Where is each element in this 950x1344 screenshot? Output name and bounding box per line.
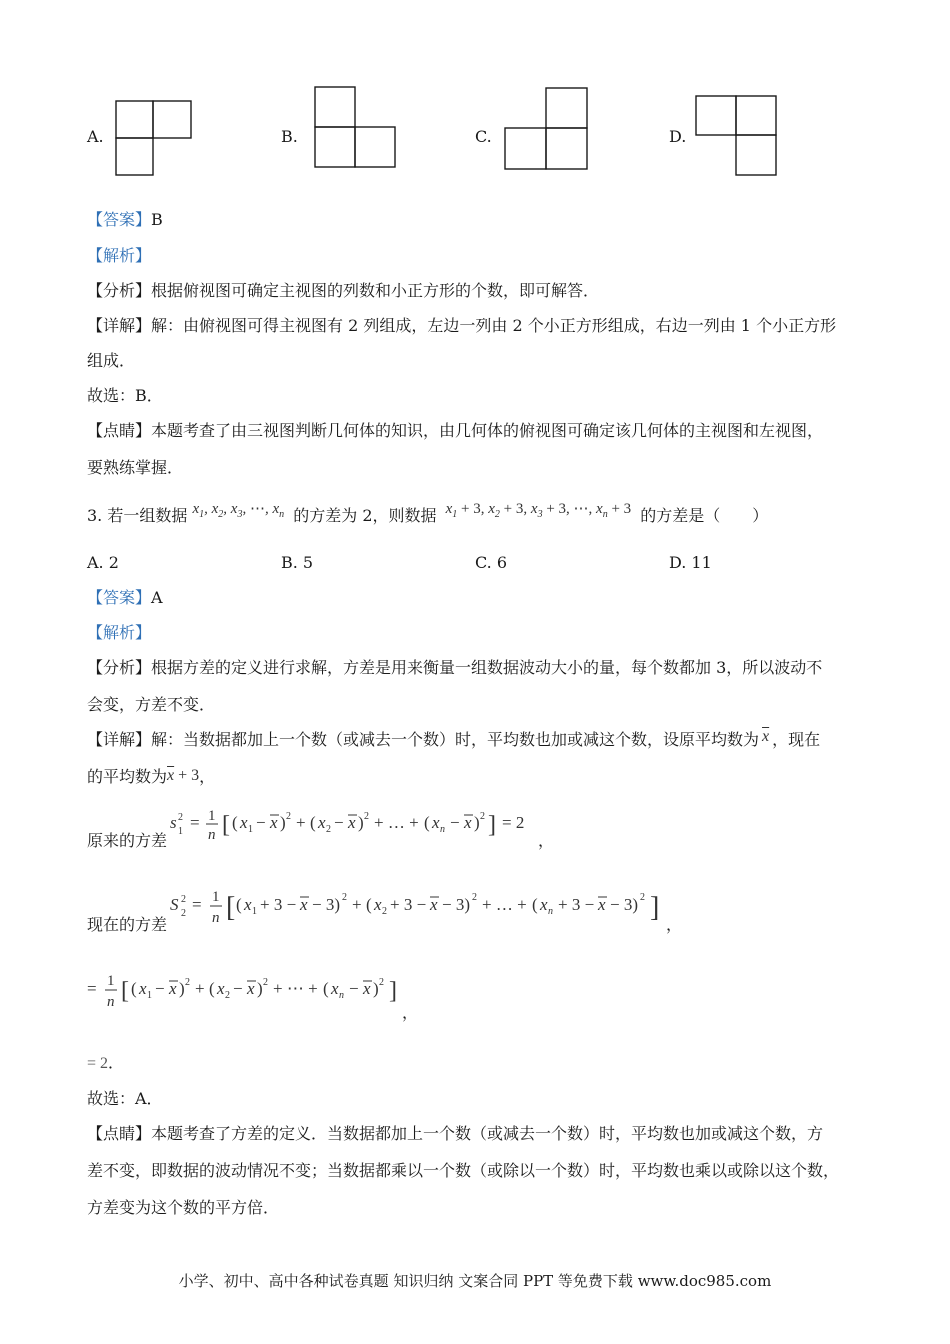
q3-analysis-heading [87,623,151,643]
svg-text:= 2: = 2 [502,813,525,832]
svg-text:]: ] [488,812,496,838]
svg-text:2: 2 [342,892,347,903]
svg-text:2: 2 [185,977,190,988]
svg-text:1: 1 [147,990,152,1001]
svg-text:): ) [474,813,480,832]
fenxi-tag: 【分析】 [87,658,152,677]
svg-text:−: − [256,813,266,832]
q3-dianjing-line3: 方差变为这个数的平方倍． [87,1198,280,1217]
svg-text:(: ( [366,895,372,914]
analysis-tag: 【解析】 [87,623,152,642]
option-c-figure [505,88,595,178]
svg-text:]: ] [650,892,660,923]
svg-text:x: x [430,895,438,914]
q3-option-c: C. 6 [475,553,508,572]
q2-fenxi-line [87,281,599,301]
svg-text:2: 2 [263,977,268,988]
svg-text:(: ( [323,979,329,998]
equation-result [87,1053,124,1074]
svg-text:2: 2 [181,894,186,905]
q2-xiangjie-line2: 组成． [87,351,136,370]
comma: ， [666,915,683,934]
svg-text:x: x [240,813,248,832]
svg-text:x: x [464,813,472,832]
q3-dianjing-line1 [87,1124,823,1144]
svg-text:+ 3 −: + 3 − [390,895,427,914]
xbar-symbol: $\overline{x}$ [762,728,770,745]
xbar-plus-3: $\overline{x} + 3$ [167,767,200,784]
comma: ， [538,831,555,850]
svg-text:x: x [432,813,440,832]
q3-answer-line [87,588,163,608]
svg-text:x: x [247,979,255,998]
q3-xiangjie-line1 [87,730,820,751]
option-b-label: B. [281,127,298,146]
svg-text:2: 2 [225,990,230,1001]
svg-text:+ … +: + … + [482,895,527,914]
dianjing-tag: 【点睛】 [87,1124,152,1143]
q3-fenxi-line1 [87,658,822,678]
svg-text:− 3): − 3) [610,895,638,914]
xiangjie-tag: 【详解】 [87,316,152,335]
q2-xiangjie-line1 [87,316,836,336]
svg-text:x: x [217,979,225,998]
svg-text:1: 1 [178,826,183,837]
svg-text:): ) [179,979,185,998]
svg-text:+: + [296,813,306,832]
svg-text:): ) [358,813,364,832]
svg-text:s: s [170,813,177,832]
svg-text:2: 2 [364,811,369,822]
page-footer: 小学、初中、高中各种试卷真题 知识归纳 文案合同 PPT 等免费下载 www.doc985.com [178,1272,772,1290]
svg-text:1: 1 [252,906,257,917]
answer-tag: 【答案】 [87,210,152,229]
svg-text:): ) [257,979,263,998]
svg-text:(: ( [131,979,137,998]
svg-text:2: 2 [480,811,485,822]
comma: ， [199,767,216,786]
dianjing-text: 本题考查了由三视图判断几何体的知识，由几何体的俯视图可确定该几何体的主视图和左视图， [151,421,824,440]
svg-text:x: x [331,979,339,998]
svg-text:=: = [190,813,200,832]
svg-text:[: [ [222,812,230,838]
now-variance-label: 现在的方差 [87,915,168,934]
svg-text:(: ( [209,979,215,998]
svg-text:n: n [548,906,553,917]
svg-text:x: x [169,979,177,998]
q2-answer-line [87,210,163,230]
svg-text:+ 3 −: + 3 − [260,895,297,914]
q2-dianjing-line1 [87,421,823,441]
option-c-label: C. [475,127,492,146]
svg-text:+: + [195,979,205,998]
svg-text:n: n [208,827,216,843]
svg-text:1: 1 [212,889,220,905]
svg-text:x: x [363,979,371,998]
svg-text:n: n [212,910,220,926]
svg-text:1: 1 [107,973,115,989]
q3-option-b: B. 5 [281,553,314,572]
period: ． [108,1053,125,1072]
answer-value: B [151,210,163,229]
q3-option-a: A. 2 [87,553,119,572]
svg-text:− 3): − 3) [442,895,470,914]
svg-text:x: x [374,895,382,914]
equation-new-variance [170,886,670,930]
q3-stem-suffix: 的方差是（ ） [640,506,769,525]
analysis-tag: 【解析】 [87,246,152,265]
comma: ， [402,1003,419,1022]
svg-text:S: S [170,895,179,914]
option-a-figure [116,101,196,181]
option-d-figure [696,96,786,181]
xiangjie-tag: 【详解】 [87,730,152,749]
svg-text:−: − [233,979,243,998]
svg-text:− 3): − 3) [312,895,340,914]
svg-text:(: ( [532,895,538,914]
svg-text:1: 1 [208,808,216,824]
svg-text:+ … +: + … + [374,813,419,832]
svg-text:x: x [139,979,147,998]
svg-text:+: + [352,895,362,914]
svg-text:=: = [192,895,202,914]
q2-conclusion: 故选：B． [87,386,163,405]
svg-text:=: = [87,979,97,998]
svg-text:−: − [349,979,359,998]
svg-text:(: ( [310,813,316,832]
result-value: = 2 [87,1055,109,1072]
svg-text:): ) [280,813,286,832]
q2-analysis-heading [87,246,151,266]
svg-text:2: 2 [382,906,387,917]
fenxi-text: 根据方差的定义进行求解，方差是用来衡量一组数据波动大小的量，每个数都加 3，所以波动不 [151,658,823,677]
svg-text:[: [ [226,892,236,923]
svg-text:2: 2 [286,811,291,822]
answer-tag: 【答案】 [87,588,152,607]
equation-original-variance [170,806,550,848]
svg-text:+ ⋯ +: + ⋯ + [273,979,318,998]
svg-text:]: ] [389,978,397,1004]
svg-text:[: [ [121,978,129,1004]
svg-text:2: 2 [178,812,183,823]
svg-text:−: − [450,813,460,832]
option-a-label: A. [87,127,104,146]
option-d-label: D. [669,127,687,146]
svg-text:x: x [598,895,606,914]
q3-stem-mid: 的方差为 2，则数据 [293,506,437,525]
svg-text:x: x [540,895,548,914]
q3-xiangjie-line2 [87,767,215,788]
svg-text:(: ( [424,813,430,832]
equation-simplified [87,970,417,1014]
svg-text:x: x [300,895,308,914]
svg-text:x: x [244,895,252,914]
q3-conclusion: 故选：A． [87,1089,163,1108]
svg-text:x: x [318,813,326,832]
q3-stem-prefix: 3. 若一组数据 [87,506,188,525]
orig-variance-label: 原来的方差 [87,831,168,850]
fenxi-tag: 【分析】 [87,281,152,300]
dianjing-tag: 【点睛】 [87,421,152,440]
svg-text:(: ( [232,813,238,832]
fenxi-text: 根据俯视图可确定主视图的列数和小正方形的个数，即可解答． [151,281,600,300]
option-b-figure [315,87,400,172]
svg-text:2: 2 [379,977,384,988]
svg-text:1: 1 [248,824,253,835]
xiangjie-text: 解：当数据都加上一个数（或减去一个数）时，平均数也加或减这个数，设原平均数为 [151,730,760,749]
q3-fenxi-line2: 会变，方差不变． [87,695,216,714]
q3-option-d: D. 11 [669,553,712,572]
svg-text:x: x [270,813,278,832]
svg-text:n: n [107,994,115,1010]
dianjing-text: 本题考查了方差的定义．当数据都加上一个数（或减去一个数）时，平均数也加或减这个数，方 [151,1124,824,1143]
answer-value: A [151,588,163,607]
svg-text:(: ( [236,895,242,914]
q3-dianjing-line2: 差不变，即数据的波动情况不变；当数据都乘以一个数（或除以一个数）时，平均数也乘以或除以这个数， [87,1161,840,1180]
svg-text:+ 3 −: + 3 − [558,895,595,914]
xiangjie-text-b: ，现在 [772,730,821,749]
svg-text:−: − [155,979,165,998]
q3-stem [87,501,769,533]
q2-dianjing-line2: 要熟练掌握． [87,458,184,477]
svg-text:2: 2 [181,908,186,919]
svg-text:2: 2 [472,892,477,903]
svg-text:n: n [440,824,445,835]
xiangjie-text: 解：由俯视图可得主视图有 2 列组成，左边一列由 2 个小正方形组成，右边一列由 1 个小正方形 [151,316,837,335]
xiangjie-text-2: 的平均数为 [87,767,168,786]
svg-text:x: x [348,813,356,832]
svg-text:): ) [373,979,379,998]
svg-text:−: − [334,813,344,832]
q3-dataset-1: $x_1$, $x_2$, $x_3$, ⋯, $x_n$ [192,501,285,520]
svg-text:2: 2 [640,892,645,903]
svg-text:n: n [339,990,344,1001]
q3-dataset-2: $x_1 + 3$, $x_2 + 3$, $x_3 + 3$, ⋯, $x_n + 3$ [445,501,632,520]
svg-text:2: 2 [326,824,331,835]
